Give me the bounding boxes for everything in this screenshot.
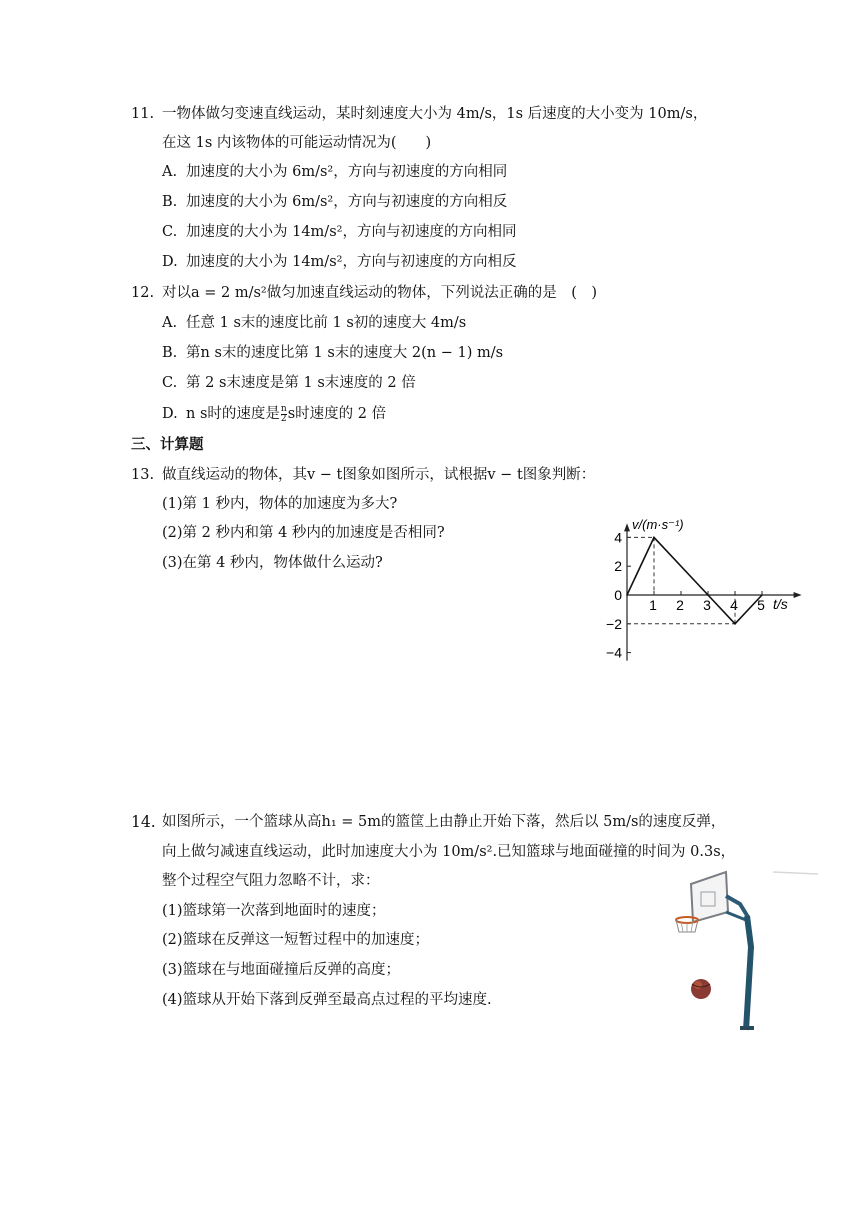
data-point: [734, 623, 736, 625]
fraction-denominator: 2: [280, 413, 287, 424]
y-axis-arrow: [624, 523, 630, 531]
q14-stem-line3: 整个过程空气阻力忽略不计，求：: [162, 873, 380, 889]
q11-option-c: 加速度的大小为 14m/s²，方向与初速度的方向相同: [186, 224, 517, 240]
q12-option-a-letter: A.: [162, 315, 178, 331]
q12-option-d-text-after: s时速度的 2 倍: [287, 406, 387, 422]
q13-part-3: (3)在第 4 秒内，物体做什么运动?: [162, 555, 383, 571]
series-line: [627, 537, 762, 623]
data-point: [653, 537, 655, 539]
q12-option-d-text-before: n s时的速度是: [186, 406, 280, 422]
q14-part-4: (4)篮球从开始下落到反弹至最高点过程的平均速度.: [162, 992, 492, 1008]
q11-option-c-letter: C.: [162, 224, 178, 240]
q11-option-a-letter: A.: [162, 164, 178, 180]
q13-stem: 做直线运动的物体，其v − t图象如图所示，试根据v − t图象判断：: [162, 467, 596, 483]
x-tick-label: 5: [757, 597, 765, 613]
q14-part-1: (1)篮球第一次落到地面时的速度；: [162, 903, 386, 919]
q11-option-d-letter: D.: [162, 254, 178, 270]
fraction-numerator: n: [280, 403, 287, 414]
q12-option-a: 任意 1 s末的速度比前 1 s初的速度大 4m/s: [186, 315, 467, 331]
x-tick-label: 2: [676, 597, 684, 613]
x-tick-label: 3: [703, 597, 711, 613]
q13-part-1: (1)第 1 秒内，物体的加速度为多大?: [162, 496, 398, 512]
q12-stem: 对以a = 2 m/s²做匀加速直线运动的物体，下列说法正确的是 ( ): [162, 285, 598, 301]
q11-stem-line2: 在这 1s 内该物体的可能运动情况为( ): [162, 135, 432, 151]
y-axis-label: v/(m·s⁻¹): [632, 517, 684, 532]
basketball-hoop-icon: [668, 862, 828, 1042]
q13-number: 13.: [131, 467, 155, 483]
data-point: [707, 594, 709, 596]
y-tick-label: −4: [606, 644, 622, 661]
q12-option-c: 第 2 s末速度是第 1 s末速度的 2 倍: [186, 375, 416, 391]
y-tick-label: 2: [614, 558, 622, 575]
q12-option-b: 第n s末的速度比第 1 s末的速度大 2(n − 1) m/s: [186, 345, 504, 361]
section-title-calculation: 三、计算题: [131, 437, 204, 453]
q11-option-b: 加速度的大小为 6m/s²，方向与初速度的方向相反: [186, 194, 508, 210]
q14-part-3: (3)篮球在与地面碰撞后反弹的高度；: [162, 962, 401, 978]
q14-stem-line1: 如图所示，一个篮球从高h₁ = 5m的篮筐上由静止开始下落，然后以 5m/s的速度反弹，: [162, 814, 726, 830]
x-axis-label: t/s: [773, 596, 788, 612]
q12-option-c-letter: C.: [162, 375, 178, 391]
q11-option-b-letter: B.: [162, 194, 178, 210]
vt-graph: [590, 512, 820, 662]
y-tick-label: 4: [614, 529, 622, 546]
data-point: [761, 594, 763, 596]
data-point: [626, 594, 628, 596]
y-tick-label: −2: [606, 615, 622, 632]
q14-stem-line2: 向上做匀减速直线运动，此时加速度大小为 10m/s².已知篮球与地面碰撞的时间为 0.3s，: [162, 844, 736, 860]
q12-option-d-letter: D.: [162, 406, 178, 422]
x-tick-label: 4: [730, 597, 738, 613]
fraction-n-over-2: [281, 405, 287, 424]
x-tick-label: 1: [649, 597, 657, 613]
q11-option-d: 加速度的大小为 14m/s²，方向与初速度的方向相反: [186, 254, 517, 270]
q13-part-2: (2)第 2 秒内和第 4 秒内的加速度是否相同?: [162, 525, 445, 541]
q12-option-d: [186, 404, 386, 424]
y-tick-label: 0: [614, 587, 622, 603]
q11-number: 11.: [131, 106, 155, 122]
x-axis-arrow: [794, 592, 802, 598]
q12-option-b-letter: B.: [162, 345, 178, 361]
q12-number: 12.: [131, 285, 155, 301]
q11-stem-line1: 一物体做匀变速直线运动，某时刻速度大小为 4m/s，1s 后速度的大小变为 10m/s，: [162, 106, 708, 122]
q14-part-2: (2)篮球在反弹这一短暂过程中的加速度；: [162, 932, 430, 948]
q14-number: 14.: [131, 813, 156, 831]
q11-option-a: 加速度的大小为 6m/s²，方向与初速度的方向相同: [186, 164, 508, 180]
